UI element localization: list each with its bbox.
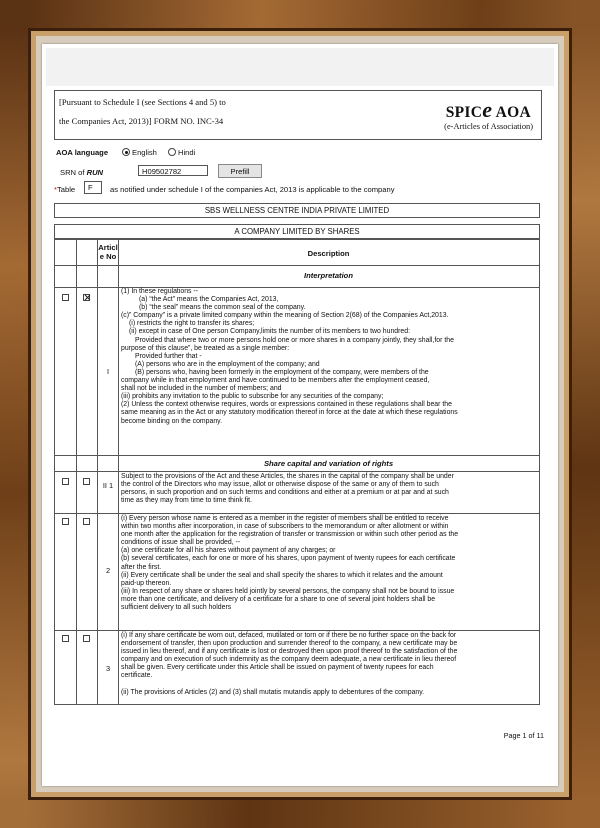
table-input[interactable]: F [84,181,102,194]
radio-selected-icon[interactable] [122,148,130,156]
col-article-no-header: Articl e No [98,243,118,261]
article-1-number: I [106,367,110,376]
article-2-checkbox-b[interactable] [83,478,90,485]
company-type-field: A COMPANY LIMITED BY SHARES [54,224,540,239]
srn-input[interactable]: H09502782 [138,165,208,176]
articles-table [54,239,540,705]
header-line-1: [Pursuant to Schedule I (see Sections 4 and 5) to [59,97,226,107]
radio-unselected-icon[interactable] [168,148,176,156]
table-label: *Table [54,185,76,194]
article-4-checkbox-a[interactable] [62,635,69,642]
page-top-strip [46,48,554,86]
form-header [54,90,542,140]
company-name-field: SBS WELLNESS CENTRE INDIA PRIVATE LIMITED [54,203,540,218]
article-4-description: (i) If any share certificate be worn out, defaced, mutilated or torn or if there be no further space on the back for endorsement of transfer, then upon production and surrender thereof to the company, a new certificate may be issued in lieu thereof, and if any certificate is lost or destroyed then upon proof thereof to the satisfaction of the company and on execution of such indemnity as the company deem adequate, a new certificate in lieu thereof shall be given. Every certificate under this Article shall be issued on payment of twenty rupees for each certificate. (ii) The provisions of Articles (2) and (3) shall mutatis mutandis apply to debentures of the company. [121,632,458,696]
article-4-number: 3 [105,664,111,673]
article-3-checkbox-a[interactable] [62,518,69,525]
lang-hindi-option[interactable]: Hindi [168,148,195,157]
section-interpretation: Interpretation [304,271,353,280]
article-1-description: (1) In these regulations -- (a) “the Act” means the Companies Act, 2013, (b) “the seal” means the common seal of the company. (c)” Company” is a private limited company within the meaning of Section 2(68) of the Companies Act,2013. (i) restricts the right to transfer its shares; (ii) except in case of One person Company,limits the number of its members to two hundred: Provided that where two or more persons hold one or more shares in a company jointly, they shall,for the purpose of this clause”, be treated as a single member: Provided further that - (A) persons who are in the employment of the company; and (B) persons who, having been formerly in the employment of the company, were members of the company while in that employment and have continued to be members after the employment ceased, shall not be included in the number of members; and (iii) prohibits any invitation to the public to subscribe for any securities of the company; (2) Unless the context otherwise requires, words or expressions contained in these regulations shall bear the same meaning as in the Act or any statutory modification thereof in force at the date at which these regulations become binding on the company. [121,288,458,425]
article-2-description: Subject to the provisions of the Act and these Articles, the shares in the capital of the company shall be under the control of the Directors who may issue, allot or otherwise dispose of the same or any of them to such persons, in such proportion and on such terms and conditions and either at a premium or at par and at such time as they may from time to time think fit. [121,473,454,505]
table-applicability-text: as notified under schedule I of the companies Act, 2013 is applicable to the company [110,185,395,194]
spice-aoa-logo: SPICe AOA [445,97,531,122]
article-3-number: 2 [105,566,111,575]
article-4-checkbox-b[interactable] [83,635,90,642]
article-1-checkbox-b-checked[interactable] [83,294,90,301]
aoa-language-label: AOA language [56,148,109,157]
col-description-header: Description [307,249,350,258]
article-2-checkbox-a[interactable] [62,478,69,485]
article-3-checkbox-b[interactable] [83,518,90,525]
article-1-checkbox-a[interactable] [62,294,69,301]
document-page [42,44,558,786]
section-share-capital: Share capital and variation of rights [263,459,394,468]
header-line-2: the Companies Act, 2013)] FORM NO. INC-34 [59,116,224,126]
article-2-number: II 1 [102,481,114,490]
article-3-description: (i) Every person whose name is entered as a member in the register of members shall be entitled to receive within two months after incorporation, in case of subscribers to the memorandum or after allotment or within one month after the application for the registration of transfer or transmission or within such other period as the conditions of issue shall be provided, -- (a) one certificate for all his shares without payment of any charges; or (b) several certificates, each for one or more of his shares, upon payment of twenty rupees for each certificate after the first. (ii) Every certificate shall be under the seal and shall specify the shares to which it relates and the amount paid-up thereon. (iii) In respect of any share or shares held jointly by several persons, the company shall not be bound to issue more than one certificate, and delivery of a certificate for a share to one of several joint holders shall be sufficient delivery to all such holders [121,515,459,612]
prefill-button[interactable]: Prefill [218,164,262,178]
srn-label: SRN of RUN [60,168,104,177]
page-number: Page 1 of 11 [503,731,544,740]
logo-subtitle: (e-Articles of Association) [444,122,533,131]
lang-english-option[interactable]: English [122,148,157,157]
